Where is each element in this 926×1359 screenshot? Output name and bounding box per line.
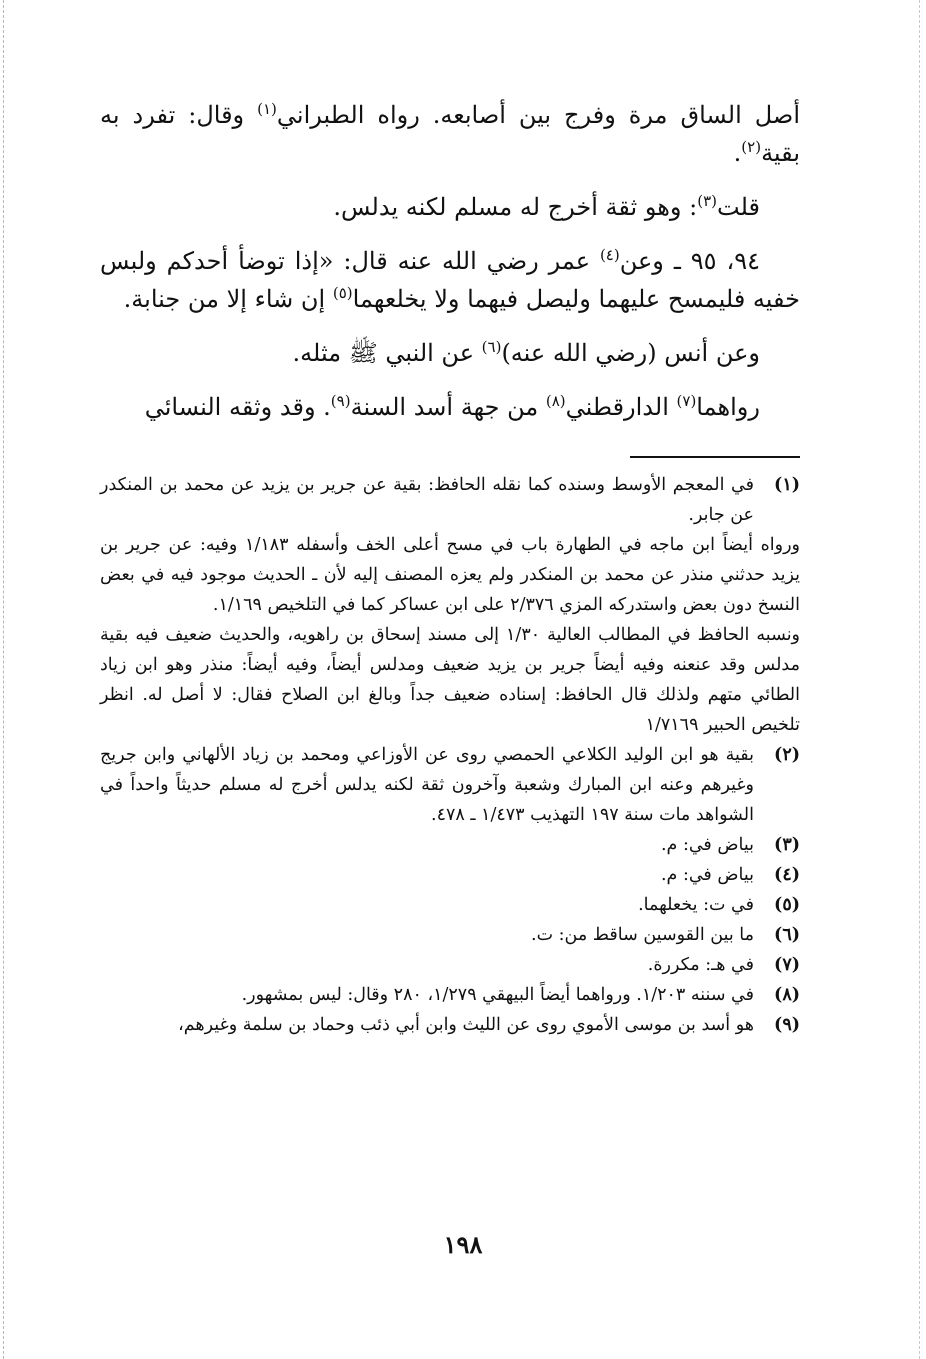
footnote-number: (٧) xyxy=(774,955,800,975)
footnote-9 xyxy=(100,1010,800,1040)
footnote-2 xyxy=(100,740,800,830)
page-number: ١٩٨ xyxy=(443,1230,483,1259)
footnote-text: ونسبه الحافظ في المطالب العالية ١/٣٠ إلى مسند إسحاق بن راهويه، والحديث ضعيف فيه بقية مدلس وقد عنعنه وفيه أيضاً جرير بن يزيد ضعيف ومدلس أيضاً، وفيه أيضاً: منذر وهو ابن زياد الطائي متهم ولذلك قال الحافظ: إسناده ضعيف جداً وبالغ ابن الصلاح فقال: لا أصل له. انظر تلخيص الحبير ١/٧١٦٩ xyxy=(100,625,801,735)
footnote-ref[interactable]: (٥) xyxy=(332,284,353,302)
footnote-ref[interactable]: (٤) xyxy=(599,246,620,264)
footnote-number: (٤) xyxy=(774,865,800,885)
paragraph-3: ٩٤، ٩٥ ـ وعن$^{(٤)}$ عمر رضي الله عنه قال: «إذا توضأ أحدكم ولبس خفيه فليمسح عليهما وليصل فيهما ولا يخلعهما$^{(٥)}$ إن شاء إلا من جنابة. xyxy=(100,246,800,313)
footnote-ref[interactable]: (٩) xyxy=(330,392,351,410)
footnote-number: (٩) xyxy=(774,1015,800,1035)
footnotes xyxy=(100,470,800,1040)
footnote-1 xyxy=(100,470,800,530)
main-text xyxy=(100,96,800,426)
footnote-text: في هـ: مكررة. xyxy=(647,955,754,975)
footnote-number: (٨) xyxy=(774,985,800,1005)
footnote-text: في ت: يخعلهما. xyxy=(638,895,754,915)
footnote-number: (٢) xyxy=(774,745,800,765)
scan-edge-right xyxy=(919,0,920,1359)
footnote-text: ما بين القوسين ساقط من: ت. xyxy=(531,925,754,945)
footnote-text: ورواه أيضاً ابن ماجه في الطهارة باب في مسح أعلى الخف وأسفله ١/١٨٣ وفيه: عن جرير بن يزيد حدثني منذر عن محمد بن المنكدر ولم يعزه المصنف إليه لأن ـ الحديث موجود فيه في بعض النسخ دون بعض واستدركه المزي ٢/٣٧٦ على ابن عساكر كما في التلخيص ١/١٦٩. xyxy=(100,535,800,615)
footnote-3 xyxy=(100,830,800,860)
page-body xyxy=(100,96,800,1040)
footnote-6 xyxy=(100,920,800,950)
footnote-number: (٣) xyxy=(774,835,800,855)
footnote-ref[interactable]: (٨) xyxy=(545,392,566,410)
footnote-text: بقية هو ابن الوليد الكلاعي الحمصي روى عن الأوزاعي ومحمد بن زياد الألهاني وابن جريج وغيرهم وعنه ابن المبارك وشعبة وآخرون ثقة لكنه يدلس أخرج له مسلم حديثاً واحداً في الشواهد مات سنة ١٩٧ التهذيب ١/٤٧٣ ـ ٤٧٨. xyxy=(100,745,754,825)
footnote-number: (٥) xyxy=(774,895,800,915)
scan-edge-left xyxy=(3,0,4,1359)
footnote-ref[interactable]: (٣) xyxy=(697,192,718,210)
footnote-divider xyxy=(630,456,800,458)
paragraph-4: وعن أنس (رضي الله عنه)$^{(٦)}$ عن النبي ﷺ مثله. xyxy=(292,338,760,367)
footnote-8 xyxy=(100,980,800,1010)
paragraph-1: أصل الساق مرة وفرج بين أصابعه. رواه الطبراني$^{(١)}$ وقال: تفرد به بقية$^{(٢)}$. xyxy=(100,100,800,167)
footnote-7 xyxy=(100,950,800,980)
paragraph-5: رواهما$^{(٧)}$ الدارقطني$^{(٨)}$ من جهة أسد السنة$^{(٩)}$. وقد وثقه النسائي xyxy=(144,392,760,421)
footnote-text: بياض في: م. xyxy=(660,835,754,855)
footnote-5 xyxy=(100,890,800,920)
footnote-text: بياض في: م. xyxy=(660,865,754,885)
footnote-text: في المعجم الأوسط وسنده كما نقله الحافظ: بقية عن جرير بن يزيد عن محمد بن المنكدر عن جابر. xyxy=(100,475,754,525)
footnote-number: (٦) xyxy=(774,925,800,945)
footnote-number: (١) xyxy=(774,475,800,495)
footnote-ref[interactable]: (٦) xyxy=(481,338,502,356)
footnote-1-continued xyxy=(100,530,800,740)
footnote-ref[interactable]: (٧) xyxy=(676,392,697,410)
footnote-ref[interactable]: (٢) xyxy=(741,138,762,156)
footnote-ref[interactable]: (١) xyxy=(257,100,277,118)
footnote-text: في سننه ١/٢٠٣. ورواهما أيضاً البيهقي ١/٢٧٩، ٢٨٠ وقال: ليس بمشهور. xyxy=(241,985,754,1005)
paragraph-2: قلت$^{(٣)}$: وهو ثقة أخرج له مسلم لكنه يدلس. xyxy=(333,192,760,221)
footnote-text: هو أسد بن موسى الأموي روى عن الليث وابن أبي ذئب وحماد بن سلمة وغيرهم، xyxy=(178,1015,754,1035)
footnote-4 xyxy=(100,860,800,890)
